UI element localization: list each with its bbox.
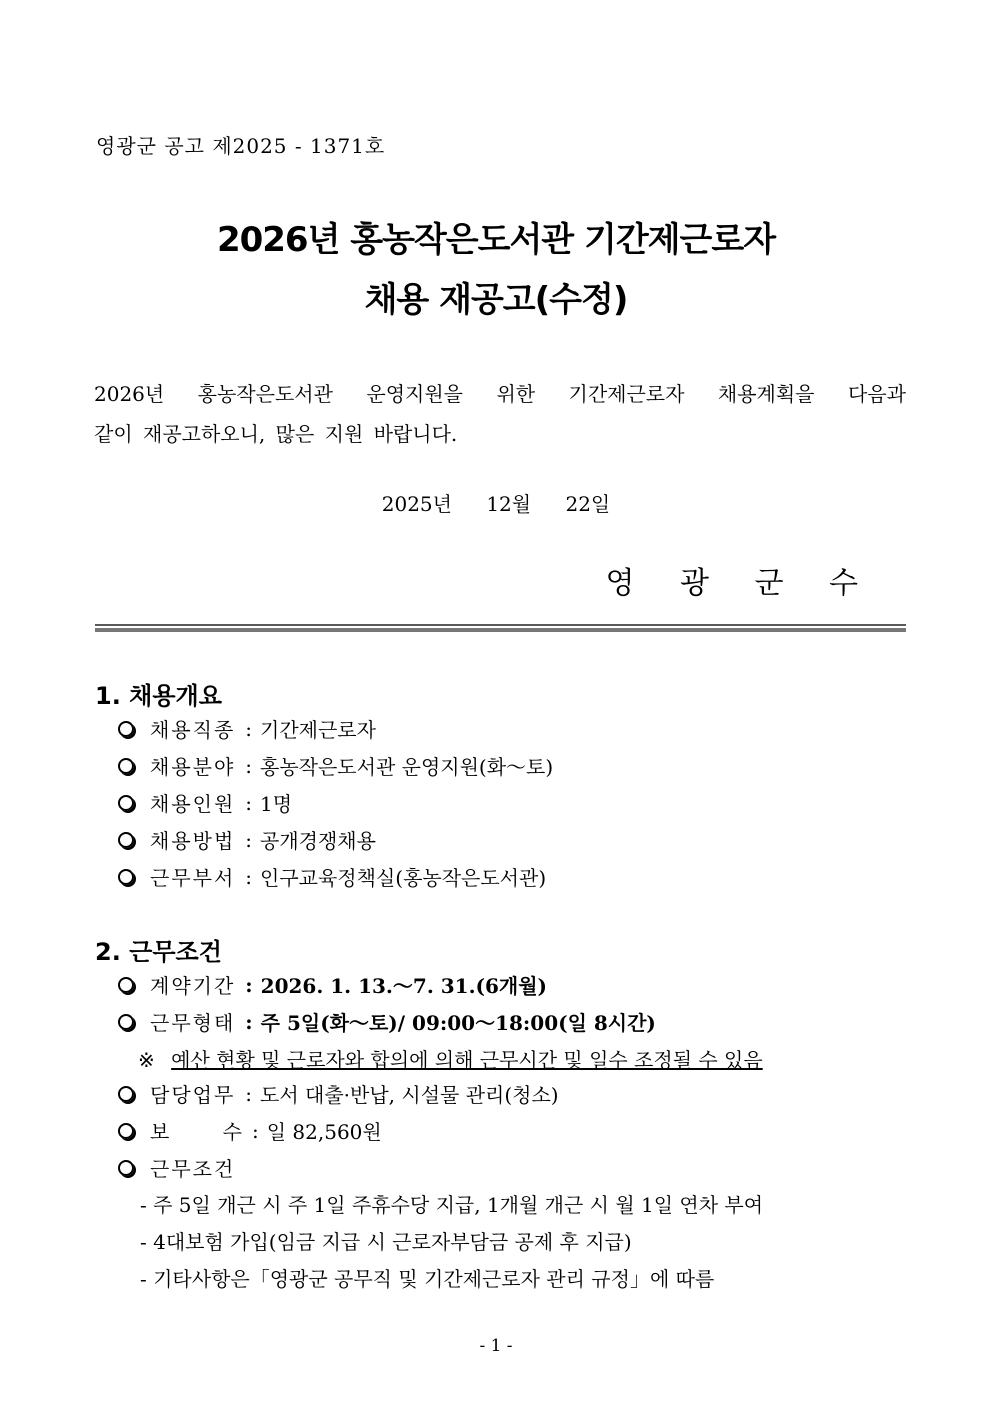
circle-bullet-icon [118, 1160, 134, 1176]
intro-word: 홍농작은도서관 [197, 382, 333, 406]
intro-word: 다음과 [847, 382, 906, 406]
item-label: 채용분야 [150, 755, 236, 779]
overview-item-method [118, 825, 376, 854]
circle-bullet-icon [118, 758, 134, 774]
item-value: 일 82,560원 [266, 1120, 382, 1144]
work-hours-note [138, 1044, 763, 1073]
item-colon: : [252, 1118, 259, 1143]
item-colon: : [245, 827, 253, 852]
item-label: 담당업무 [150, 1083, 236, 1107]
condition-detail: - 주 5일 개근 시 주 1일 주휴수당 지급, 1개월 개근 시 월 1일 연차 부여 [140, 1193, 764, 1217]
pay-label-first: 보 [150, 1120, 170, 1144]
overview-item-job-type [118, 714, 376, 743]
item-value: 2026. 1. 13.～7. 31.(6개월) [260, 974, 548, 998]
item-value: 홍농작은도서관 운영지원(화～토) [260, 755, 554, 779]
item-value: 1명 [260, 792, 293, 816]
intro-word: 채용계획을 [717, 382, 815, 406]
conditions-item-pay [118, 1116, 382, 1145]
condition-detail: - 4대보험 가입(임금 지급 시 근로자부담금 공제 후 지급) [140, 1230, 632, 1254]
circle-bullet-icon [118, 1086, 134, 1102]
intro-word: 운영지원을 [366, 382, 463, 406]
item-colon: : [245, 790, 253, 815]
notice-date [0, 488, 992, 517]
conditions-item-terms [118, 1153, 235, 1182]
item-label: 근무조건 [150, 1157, 236, 1181]
note-text: 예산 현황 및 근로자와 합의에 의해 근무시간 및 일수 조정될 수 있음 [171, 1048, 763, 1072]
circle-bullet-icon [118, 1014, 134, 1030]
circle-bullet-icon [118, 869, 134, 885]
item-label: 계약기간 [150, 974, 236, 998]
divider-thick [95, 628, 906, 632]
conditions-item-work-type [118, 1007, 656, 1036]
intro-line-1 [94, 378, 906, 407]
item-label: 근무부서 [150, 866, 236, 890]
item-colon: : [245, 1009, 253, 1034]
item-label: 근무형태 [150, 1011, 236, 1035]
section-heading-conditions: 2. 근무조건 [95, 938, 222, 966]
item-value: 주 5일(화～토)/ 09:00～18:00(일 8시간) [260, 1011, 656, 1035]
pay-label-last: 수 [222, 1120, 242, 1144]
item-colon: : [245, 972, 253, 997]
overview-item-department [118, 862, 546, 891]
item-colon: : [245, 716, 253, 741]
conditions-item-contract [118, 970, 547, 999]
item-value: 도서 대출·반납, 시설물 관리(청소) [260, 1083, 559, 1107]
item-value: 인구교육정책실(홍농작은도서관) [260, 866, 547, 890]
title-line-1: 2026년 홍농작은도서관 기간제근로자 [216, 220, 776, 260]
notice-number: 영광군 공고 제2025 - 1371호 [96, 134, 386, 158]
circle-bullet-icon [118, 721, 134, 737]
item-colon: : [245, 864, 253, 889]
item-label: 채용직종 [150, 718, 236, 742]
circle-bullet-icon [118, 977, 134, 993]
item-label: 채용인원 [150, 792, 236, 816]
item-label: 채용방법 [150, 829, 236, 853]
circle-bullet-icon [118, 795, 134, 811]
page-number: - 1 - [479, 1336, 513, 1356]
intro-word: 기간제근로자 [568, 382, 685, 406]
circle-bullet-icon [118, 832, 134, 848]
condition-detail: - 기타사항은「영광군 공무직 및 기간제근로자 관리 규정」에 따름 [140, 1267, 715, 1291]
date-year: 2025년 [381, 492, 452, 516]
item-colon: : [245, 753, 253, 778]
item-value: 기간제근로자 [260, 718, 376, 742]
overview-item-headcount [118, 788, 292, 817]
title-line-2: 채용 재공고(수정) [364, 280, 628, 320]
circle-bullet-icon [118, 1123, 134, 1139]
issuer-name: 영 광 군 수 [605, 566, 876, 601]
conditions-item-duty [118, 1079, 559, 1108]
intro-word: 위한 [496, 382, 536, 406]
date-month: 12월 [486, 492, 532, 516]
divider-thin [95, 624, 906, 626]
item-colon: : [245, 1081, 253, 1106]
section-heading-overview: 1. 채용개요 [95, 682, 222, 710]
overview-item-field [118, 751, 553, 780]
intro-line-2: 같이 재공고하오니, 많은 지원 바랍니다. [94, 422, 458, 446]
reference-mark-icon: ※ [138, 1048, 155, 1072]
item-label [150, 1116, 242, 1145]
date-day: 22일 [565, 492, 611, 516]
intro-word: 2026년 [94, 382, 165, 406]
item-value: 공개경쟁채용 [260, 829, 376, 853]
